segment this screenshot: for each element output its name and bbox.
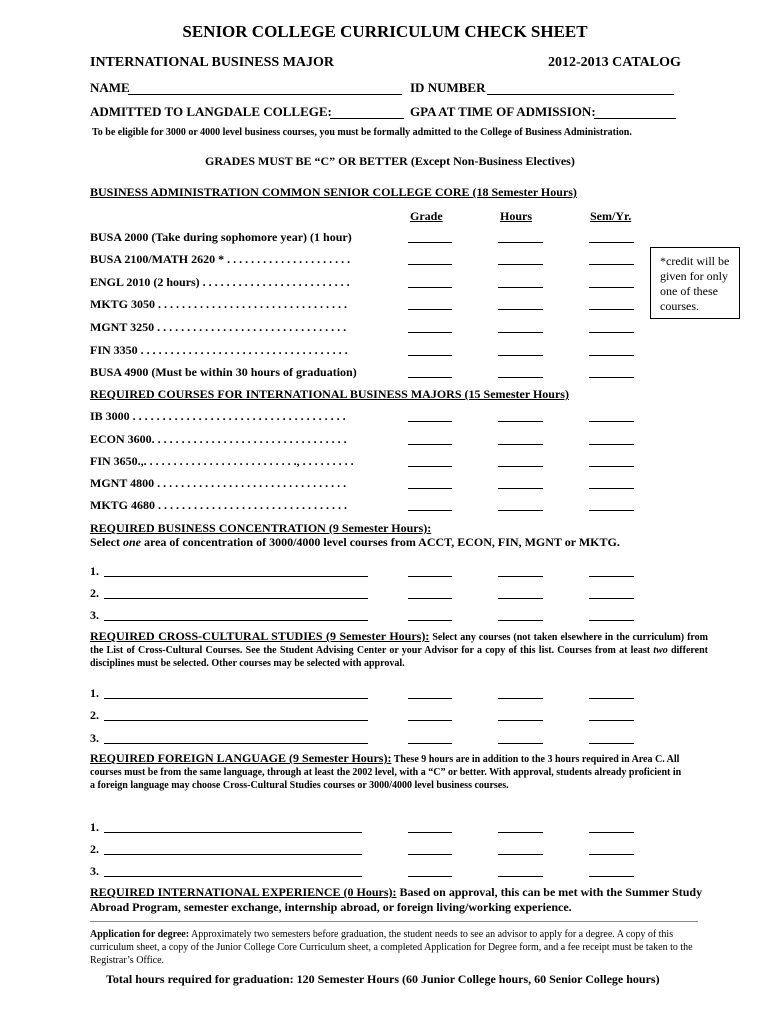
grade-entry-line[interactable] bbox=[408, 854, 452, 855]
admitted-label: ADMITTED TO LANGDALE COLLEGE: bbox=[90, 104, 332, 119]
concentration-item-3: 3. bbox=[90, 608, 99, 622]
col-sem-header: Sem/Yr. bbox=[590, 209, 632, 223]
grade-entry-line[interactable] bbox=[408, 421, 452, 422]
sem-entry-line[interactable] bbox=[589, 355, 634, 356]
course-name-entry-line[interactable] bbox=[104, 876, 362, 877]
course-busa-4900: BUSA 4900 (Must be within 30 hours of graduation) bbox=[90, 365, 357, 379]
sem-entry-line[interactable] bbox=[589, 242, 634, 243]
course-name-entry-line[interactable] bbox=[104, 832, 362, 833]
hours-entry-line[interactable] bbox=[498, 598, 543, 599]
application-note: Application for degree: Approximately two semesters before graduation, the student needs to see an advisor to apply for a degree. A copy of this curriculum sheet, a copy of the Junior College Core Curriculum sheet, a completed Application for Degree form, and a fee receipt must be taken to the Registrar’s Office. bbox=[90, 929, 693, 966]
grade-entry-line[interactable] bbox=[408, 264, 452, 265]
course-ib-3000: IB 3000 . . . . . . . . . . . . . . . . . . . . . . . . . . . . . . . . . . . . bbox=[90, 409, 346, 423]
hours-entry-line[interactable] bbox=[498, 466, 543, 467]
foreign-language-item-3: 3. bbox=[90, 864, 99, 878]
sem-entry-line[interactable] bbox=[589, 598, 634, 599]
sem-entry-line[interactable] bbox=[589, 854, 634, 855]
course-name-entry-line[interactable] bbox=[104, 854, 362, 855]
ib-heading: REQUIRED COURSES FOR INTERNATIONAL BUSINESS MAJORS (15 Semester Hours) bbox=[90, 387, 569, 401]
hours-entry-line[interactable] bbox=[498, 377, 543, 378]
hours-entry-line[interactable] bbox=[498, 720, 543, 721]
gpa-field[interactable] bbox=[594, 118, 676, 119]
name-field[interactable] bbox=[128, 94, 402, 95]
hours-entry-line[interactable] bbox=[498, 876, 543, 877]
col-grade-header: Grade bbox=[410, 209, 443, 223]
id-label: ID NUMBER bbox=[410, 80, 486, 95]
concentration-heading: REQUIRED BUSINESS CONCENTRATION (9 Semester Hours): bbox=[90, 521, 432, 535]
course-name-entry-line[interactable] bbox=[104, 743, 368, 744]
cross-cultural-item-3: 3. bbox=[90, 731, 99, 745]
course-mktg-4680: MKTG 4680 . . . . . . . . . . . . . . . . . . . . . . . . . . . . . . . . bbox=[90, 498, 347, 512]
course-econ-3600: ECON 3600. . . . . . . . . . . . . . . . . . . . . . . . . . . . . . . . . bbox=[90, 432, 347, 446]
sem-entry-line[interactable] bbox=[589, 510, 634, 511]
concentration-item-1: 1. bbox=[90, 564, 99, 578]
sem-entry-line[interactable] bbox=[589, 576, 634, 577]
sem-entry-line[interactable] bbox=[589, 421, 634, 422]
grade-entry-line[interactable] bbox=[408, 720, 452, 721]
gpa-label: GPA AT TIME OF ADMISSION: bbox=[410, 104, 596, 119]
hours-entry-line[interactable] bbox=[498, 287, 543, 288]
page-title: SENIOR COLLEGE CURRICULUM CHECK SHEET bbox=[182, 22, 588, 41]
total-hours: Total hours required for graduation: 120 Semester Hours (60 Junior College hours, 60 Senior College hours) bbox=[106, 972, 660, 986]
grade-entry-line[interactable] bbox=[408, 355, 452, 356]
grades-note: GRADES MUST BE “C” OR BETTER (Except Non-Business Electives) bbox=[205, 154, 575, 168]
course-fin-3350: FIN 3350 . . . . . . . . . . . . . . . . . . . . . . . . . . . . . . . . . . . bbox=[90, 343, 348, 357]
course-name-entry-line[interactable] bbox=[104, 598, 368, 599]
course-mgnt-4800: MGNT 4800 . . . . . . . . . . . . . . . . . . . . . . . . . . . . . . . . bbox=[90, 476, 347, 490]
foreign-language-item-1: 1. bbox=[90, 820, 99, 834]
intl-experience-section: REQUIRED INTERNATIONAL EXPERIENCE (0 Hours): Based on approval, this can be met with the Summer Study Abroad Program, semester exchange, internship abroad, or foreign living/working experience. bbox=[90, 885, 703, 914]
hours-entry-line[interactable] bbox=[498, 743, 543, 744]
eligibility-note: To be eligible for 3000 or 4000 level business courses, you must be formally admitted to the College of Business Administration. bbox=[92, 127, 632, 138]
grade-entry-line[interactable] bbox=[408, 309, 452, 310]
admitted-field[interactable] bbox=[330, 118, 404, 119]
cross-cultural-item-1: 1. bbox=[90, 686, 99, 700]
hours-entry-line[interactable] bbox=[498, 242, 543, 243]
course-name-entry-line[interactable] bbox=[104, 620, 368, 621]
cross-cultural-item-2: 2. bbox=[90, 708, 99, 722]
foreign-language-section: REQUIRED FOREIGN LANGUAGE (9 Semester Hours): These 9 hours are in addition to the 3 hours required in Area C. All courses must be from the same language, through at least the 2002 level, with a “C” or better. With approval, students already proficient in a foreign language may choose Cross-Cultural Studies courses or 3000/4000 level business courses. bbox=[90, 751, 682, 791]
foreign-language-item-2: 2. bbox=[90, 842, 99, 856]
sem-entry-line[interactable] bbox=[589, 876, 634, 877]
sem-entry-line[interactable] bbox=[589, 620, 634, 621]
hours-entry-line[interactable] bbox=[498, 444, 543, 445]
grade-entry-line[interactable] bbox=[408, 242, 452, 243]
grade-entry-line[interactable] bbox=[408, 598, 452, 599]
sem-entry-line[interactable] bbox=[589, 264, 634, 265]
hours-entry-line[interactable] bbox=[498, 832, 543, 833]
sem-entry-line[interactable] bbox=[589, 698, 634, 699]
course-busa-2000: BUSA 2000 (Take during sophomore year) (1 hour) bbox=[90, 230, 352, 244]
cross-cultural-section: REQUIRED CROSS-CULTURAL STUDIES (9 Semester Hours): Select any courses (not taken elsewhere in the curriculum) from the List of Cross-Cultural Courses. See the Student Advising Center or your Advisor for a copy of this list. Courses from at least two different disciplines must be selected. Other courses may be selected with approval. bbox=[90, 629, 709, 669]
course-name-entry-line[interactable] bbox=[104, 576, 368, 577]
core-heading: BUSINESS ADMINISTRATION COMMON SENIOR COLLEGE CORE (18 Semester Hours) bbox=[90, 185, 577, 199]
hours-entry-line[interactable] bbox=[498, 576, 543, 577]
sem-entry-line[interactable] bbox=[589, 444, 634, 445]
grade-entry-line[interactable] bbox=[408, 377, 452, 378]
course-busa-2100: BUSA 2100/MATH 2620 * . . . . . . . . . . . . . . . . . . . . . bbox=[90, 252, 351, 266]
concentration-item-2: 2. bbox=[90, 586, 99, 600]
grade-entry-line[interactable] bbox=[408, 332, 452, 333]
hours-entry-line[interactable] bbox=[498, 332, 543, 333]
hours-entry-line[interactable] bbox=[498, 854, 543, 855]
hours-entry-line[interactable] bbox=[498, 620, 543, 621]
grade-entry-line[interactable] bbox=[408, 287, 452, 288]
course-engl-2010: ENGL 2010 (2 hours) . . . . . . . . . . . . . . . . . . . . . . . . . bbox=[90, 275, 350, 289]
sem-entry-line[interactable] bbox=[589, 832, 634, 833]
col-hours-header: Hours bbox=[500, 209, 533, 223]
sem-entry-line[interactable] bbox=[589, 488, 634, 489]
grade-entry-line[interactable] bbox=[408, 743, 452, 744]
hours-entry-line[interactable] bbox=[498, 355, 543, 356]
grade-entry-line[interactable] bbox=[408, 444, 452, 445]
divider bbox=[90, 921, 698, 922]
grade-entry-line[interactable] bbox=[408, 876, 452, 877]
hours-entry-line[interactable] bbox=[498, 488, 543, 489]
grade-entry-line[interactable] bbox=[408, 832, 452, 833]
concentration-instruction: Select one area of concentration of 3000/4000 level courses from ACCT, ECON, FIN, MGNT or MKTG. bbox=[90, 535, 620, 549]
major-title: INTERNATIONAL BUSINESS MAJOR bbox=[90, 55, 335, 70]
course-mktg-3050: MKTG 3050 . . . . . . . . . . . . . . . . . . . . . . . . . . . . . . . . bbox=[90, 297, 347, 311]
course-fin-3650: FIN 3650.,. . . . . . . . . . . . . . . . . . . . . . . . . ., . . . . . . . . . bbox=[90, 454, 354, 468]
course-mgnt-3250: MGNT 3250 . . . . . . . . . . . . . . . . . . . . . . . . . . . . . . . . bbox=[90, 320, 347, 334]
hours-entry-line[interactable] bbox=[498, 421, 543, 422]
hours-entry-line[interactable] bbox=[498, 264, 543, 265]
hours-entry-line[interactable] bbox=[498, 510, 543, 511]
grade-entry-line[interactable] bbox=[408, 488, 452, 489]
sem-entry-line[interactable] bbox=[589, 332, 634, 333]
course-name-entry-line[interactable] bbox=[104, 698, 368, 699]
sem-entry-line[interactable] bbox=[589, 743, 634, 744]
name-label: NAME bbox=[90, 80, 130, 95]
course-name-entry-line[interactable] bbox=[104, 720, 368, 721]
sem-entry-line[interactable] bbox=[589, 720, 634, 721]
hours-entry-line[interactable] bbox=[498, 698, 543, 699]
grade-entry-line[interactable] bbox=[408, 698, 452, 699]
sem-entry-line[interactable] bbox=[589, 309, 634, 310]
catalog-year: 2012-2013 CATALOG bbox=[548, 55, 681, 70]
grade-entry-line[interactable] bbox=[408, 510, 452, 511]
grade-entry-line[interactable] bbox=[408, 466, 452, 467]
grade-entry-line[interactable] bbox=[408, 576, 452, 577]
grade-entry-line[interactable] bbox=[408, 620, 452, 621]
hours-entry-line[interactable] bbox=[498, 309, 543, 310]
credit-note-box: *credit will be given for only one of these courses. bbox=[650, 247, 740, 319]
sem-entry-line[interactable] bbox=[589, 377, 634, 378]
sem-entry-line[interactable] bbox=[589, 287, 634, 288]
sem-entry-line[interactable] bbox=[589, 466, 634, 467]
id-field[interactable] bbox=[487, 94, 674, 95]
